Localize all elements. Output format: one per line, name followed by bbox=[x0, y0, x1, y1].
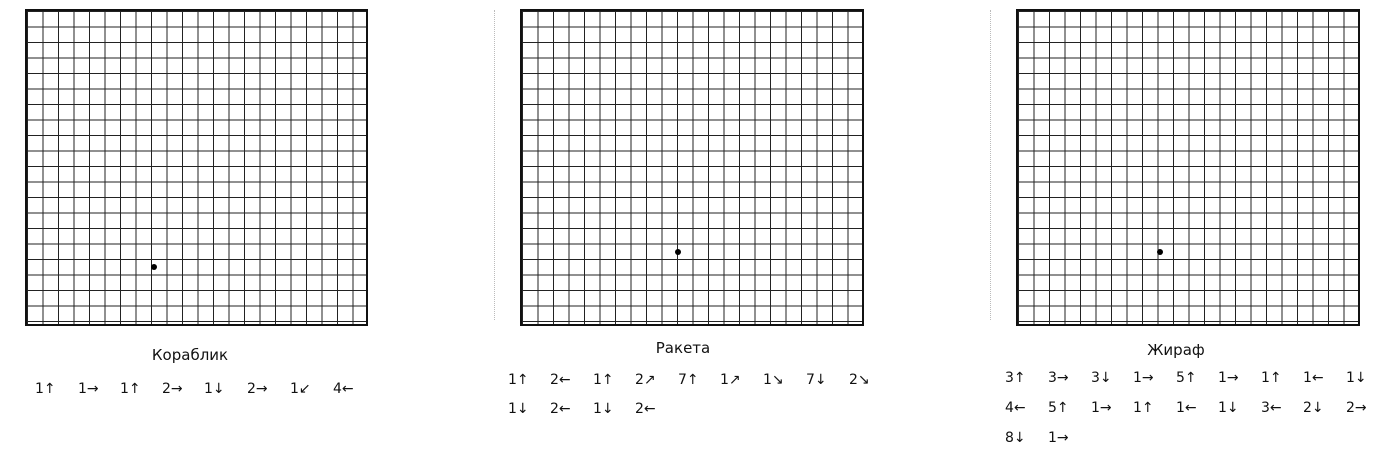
step: 2↘ bbox=[849, 372, 870, 388]
start-dot-zhiraf bbox=[1157, 249, 1163, 255]
step: 1→ bbox=[78, 381, 99, 397]
step: 1↗ bbox=[720, 372, 741, 388]
step: 5↑ bbox=[1176, 370, 1197, 386]
grid-zhiraf bbox=[1016, 9, 1360, 326]
step: 3→ bbox=[1048, 370, 1069, 386]
step: 1↙ bbox=[290, 381, 311, 397]
step: 1→ bbox=[1133, 370, 1154, 386]
title-korablik: Кораблик bbox=[151, 346, 229, 364]
step: 1↑ bbox=[120, 381, 141, 397]
grid-raketa bbox=[520, 9, 864, 326]
step: 1↓ bbox=[1218, 400, 1239, 416]
step: 2→ bbox=[1346, 400, 1367, 416]
start-dot-raketa bbox=[675, 249, 681, 255]
step: 1← bbox=[1176, 400, 1197, 416]
step: 5↑ bbox=[1048, 400, 1069, 416]
step: 1→ bbox=[1091, 400, 1112, 416]
step: 1↑ bbox=[1133, 400, 1154, 416]
step: 1← bbox=[1303, 370, 1324, 386]
step: 8↓ bbox=[1005, 430, 1026, 446]
step: 2← bbox=[635, 401, 656, 417]
step: 1↑ bbox=[1261, 370, 1282, 386]
step: 2← bbox=[550, 372, 571, 388]
step: 1↓ bbox=[204, 381, 225, 397]
step: 2→ bbox=[162, 381, 183, 397]
step: 2← bbox=[550, 401, 571, 417]
step: 1↑ bbox=[593, 372, 614, 388]
divider bbox=[990, 10, 992, 320]
divider bbox=[494, 10, 496, 320]
step: 2↓ bbox=[1303, 400, 1324, 416]
step: 1→ bbox=[1218, 370, 1239, 386]
step: 1→ bbox=[1048, 430, 1069, 446]
step: 7↓ bbox=[806, 372, 827, 388]
step: 3↑ bbox=[1005, 370, 1026, 386]
step: 3↓ bbox=[1091, 370, 1112, 386]
step: 4← bbox=[333, 381, 354, 397]
title-zhiraf: Жираф bbox=[1147, 341, 1205, 359]
start-dot-korablik bbox=[151, 264, 157, 270]
step: 3← bbox=[1261, 400, 1282, 416]
step: 1↓ bbox=[508, 401, 529, 417]
step: 2→ bbox=[247, 381, 268, 397]
step: 1↑ bbox=[508, 372, 529, 388]
step: 4← bbox=[1005, 400, 1026, 416]
title-raketa: Ракета bbox=[655, 339, 711, 357]
step: 1↑ bbox=[35, 381, 56, 397]
step: 2↗ bbox=[635, 372, 656, 388]
step: 1↘ bbox=[763, 372, 784, 388]
step: 1↓ bbox=[1346, 370, 1367, 386]
step: 7↑ bbox=[678, 372, 699, 388]
step: 1↓ bbox=[593, 401, 614, 417]
grid-korablik bbox=[25, 9, 368, 326]
